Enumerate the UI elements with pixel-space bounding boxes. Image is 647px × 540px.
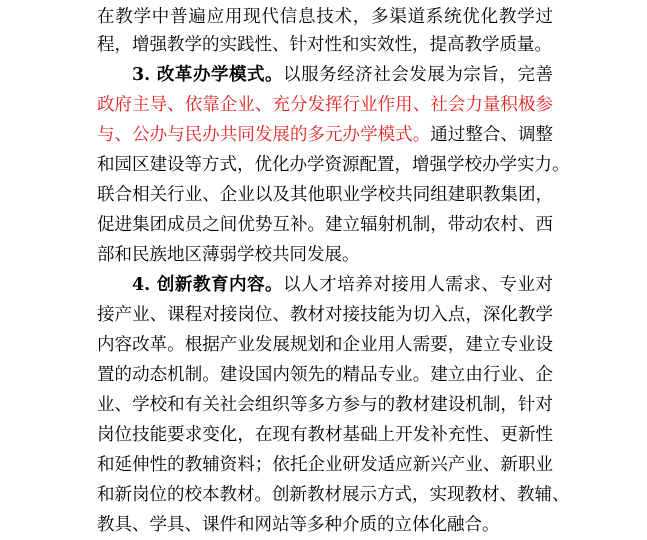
section-heading: 3. 改革办学模式。 — [132, 65, 284, 85]
body-text: 部和民族地区薄弱学校共同发展。 — [97, 245, 360, 265]
body-text: 业、学校和有关社会组织等多方参与的教材建设机制，针对 — [97, 395, 553, 415]
text-line — [97, 60, 553, 90]
body-text: 岗位技能要求变化，在现有教材基础上开发补充性、更新性 — [97, 425, 553, 445]
text-line — [97, 300, 553, 330]
text-line — [97, 90, 553, 120]
text-line — [97, 330, 553, 360]
body-text: 促进集团成员之间优势互补。建立辐射机制，带动农村、西 — [97, 215, 553, 235]
text-line — [97, 390, 553, 420]
body-text: 以服务经济社会发展为宗旨，完善 — [283, 65, 553, 85]
body-text: 在教学中普遍应用现代信息技术，多渠道系统优化教学过 — [97, 7, 553, 27]
body-text: 和延伸性的教辅资料；依托企业研发适应新兴产业、新职业 — [97, 455, 553, 475]
text-line — [97, 30, 553, 60]
section-heading: 4. 创新教育内容。 — [132, 275, 284, 295]
text-line — [97, 450, 553, 480]
body-text: 通过整合、调整 — [430, 125, 554, 145]
text-line — [97, 270, 553, 300]
text-line — [97, 210, 553, 240]
highlighted-text: 与、公办与民办共同发展的多元办学模式。 — [97, 125, 431, 145]
body-text: 以人才培养对接用人需求、专业对 — [283, 275, 553, 295]
text-line — [97, 180, 553, 210]
body-text: 接产业、课程对接岗位、教材对接技能为切入点，深化教学 — [97, 305, 553, 325]
body-text: 和新岗位的校本教材。创新教材展示方式，实现教材、教辅、 — [97, 485, 570, 505]
text-line — [97, 150, 570, 180]
body-text: 内容改革。根据产业发展规划和企业用人需要，建立专业设 — [97, 335, 553, 355]
text-line — [97, 120, 553, 150]
text-line — [97, 240, 553, 270]
text-line — [97, 480, 570, 510]
text-line — [97, 360, 553, 390]
body-text: 教具、学具、课件和网站等多种介质的立体化融合。 — [97, 515, 500, 535]
text-line — [97, 2, 553, 32]
document-page — [97, 0, 570, 540]
text-line — [97, 510, 553, 540]
body-text: 和园区建设等方式，优化办学资源配置，增强学校办学实力。 — [97, 155, 570, 175]
highlighted-text: 政府主导、依靠企业、充分发挥行业作用、社会力量积极参 — [97, 95, 553, 115]
body-text: 程，增强教学的实践性、针对性和实效性，提高教学质量。 — [97, 35, 552, 55]
text-line — [97, 420, 553, 450]
body-text: 置的动态机制。建设国内领先的精品专业。建立由行业、企 — [97, 365, 553, 385]
body-text: 联合相关行业、企业以及其他职业学校共同组建职教集团， — [97, 185, 553, 205]
